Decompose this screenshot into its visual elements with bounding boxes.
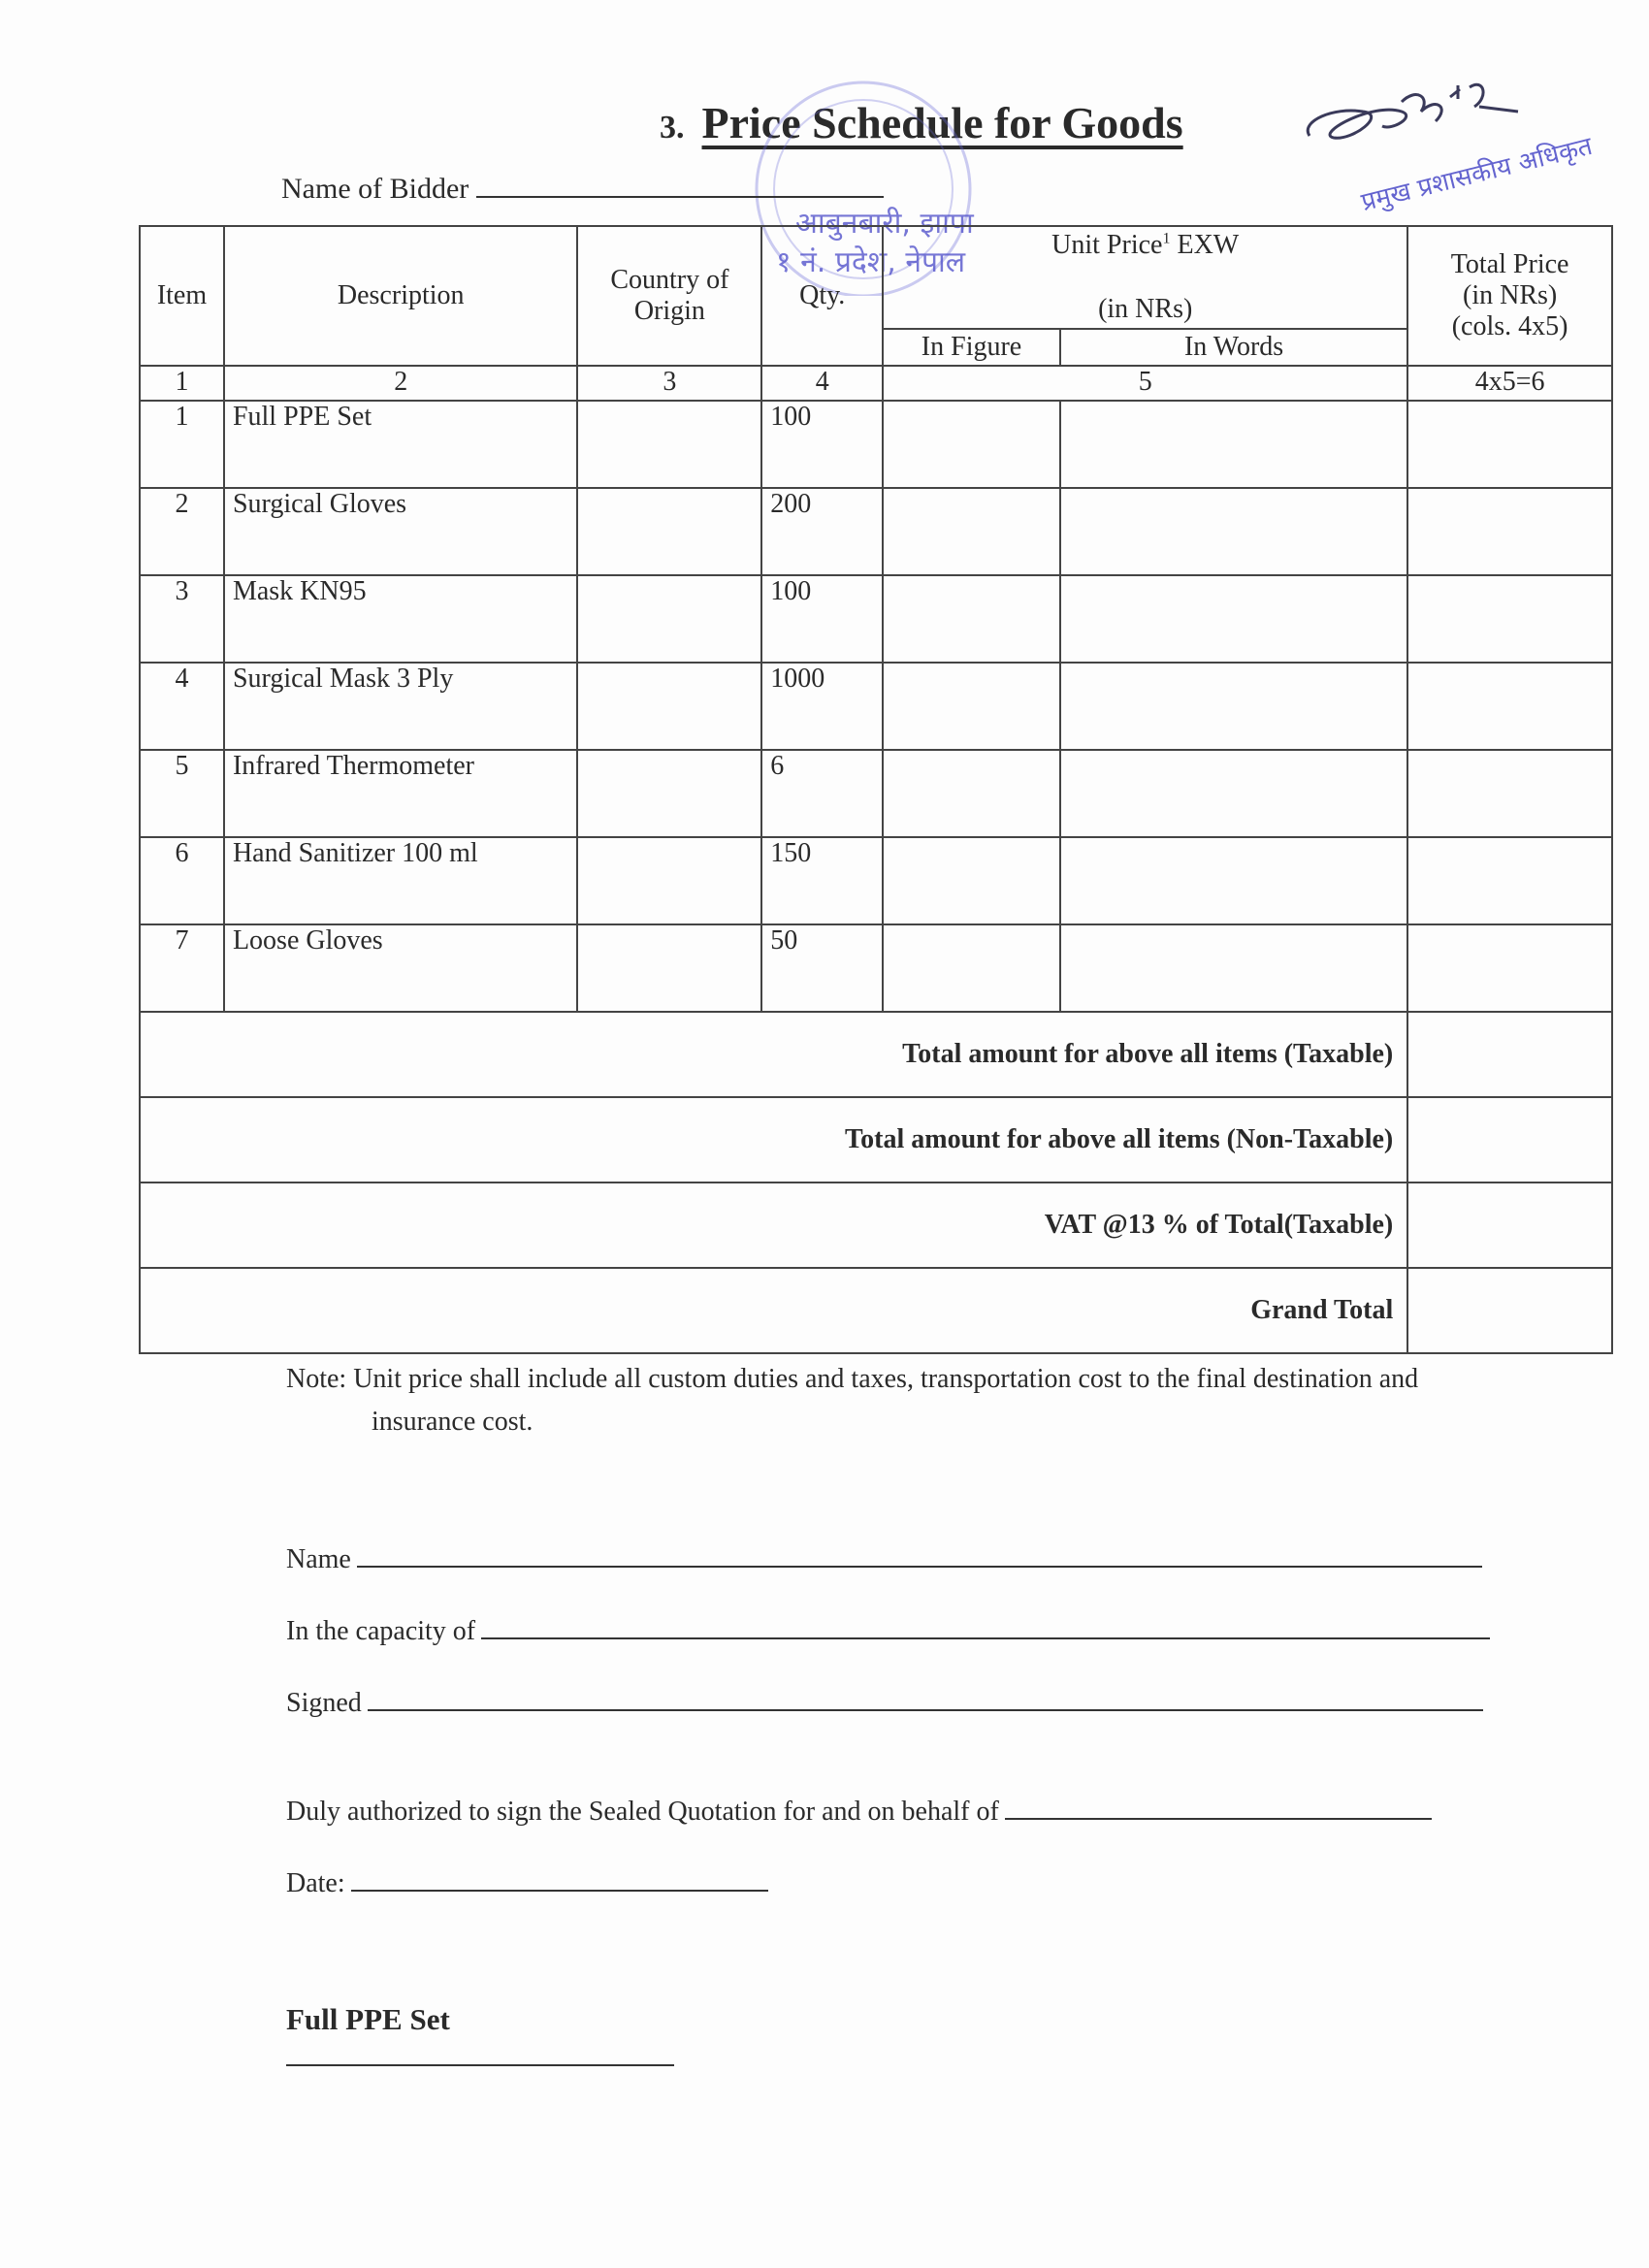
header-total-line1: Total Price: [1450, 249, 1569, 279]
total-cell[interactable]: [1407, 663, 1612, 750]
item-number: 4: [140, 663, 224, 750]
summary-row-taxable: [140, 1012, 1612, 1097]
country-cell[interactable]: [577, 663, 761, 750]
total-cell[interactable]: [1407, 575, 1612, 663]
col-num: 3: [577, 366, 761, 401]
summary-value-cell[interactable]: [1407, 1012, 1612, 1097]
note-line-2: insurance cost.: [372, 1407, 534, 1437]
header-qty: Qty.: [761, 226, 883, 366]
authorized-field: [286, 1797, 1432, 1828]
words-cell[interactable]: [1060, 924, 1407, 1012]
date-label: Date:: [286, 1868, 345, 1898]
signed-label: Signed: [286, 1688, 362, 1718]
total-cell[interactable]: [1407, 488, 1612, 575]
item-description: Full PPE Set: [224, 401, 578, 488]
total-cell[interactable]: [1407, 837, 1612, 924]
country-cell[interactable]: [577, 750, 761, 837]
note-text: [286, 1358, 1557, 1443]
table-row: [140, 750, 1612, 837]
summary-row-grand-total: [140, 1268, 1612, 1353]
note-line-1: Note: Unit price shall include all custom duties and taxes, transportation cost to the final destination and: [286, 1364, 1419, 1394]
figure-cell[interactable]: [883, 750, 1060, 837]
item-description: Hand Sanitizer 100 ml: [224, 837, 578, 924]
qty-cell: 50: [761, 924, 883, 1012]
figure-cell[interactable]: [883, 663, 1060, 750]
item-description: Infrared Thermometer: [224, 750, 578, 837]
figure-cell[interactable]: [883, 924, 1060, 1012]
signature-mark: [1295, 68, 1528, 155]
stamp-line-2: १ नं. प्रदेश, नेपाल: [776, 245, 966, 279]
country-cell[interactable]: [577, 575, 761, 663]
item-number: 7: [140, 924, 224, 1012]
qty-cell: 6: [761, 750, 883, 837]
item-description: Mask KN95: [224, 575, 578, 663]
col-num: 4: [761, 366, 883, 401]
summary-label: Total amount for above all items (Non-Taxable): [140, 1097, 1407, 1183]
item-number: 1: [140, 401, 224, 488]
words-cell[interactable]: [1060, 837, 1407, 924]
header-country-line2: Origin: [633, 296, 705, 326]
bidder-label: Name of Bidder: [281, 173, 469, 205]
official-stamp-text: प्रमुख प्रशासकीय अधिकृत: [1358, 131, 1596, 218]
table-row: [140, 924, 1612, 1012]
section-number: 3.: [660, 110, 685, 146]
capacity-field: [286, 1616, 1490, 1647]
header-unit-price-label: Unit Price: [1051, 230, 1163, 260]
header-in-words: In Words: [1060, 329, 1407, 366]
bidder-field: [281, 173, 884, 206]
table-row: [140, 401, 1612, 488]
summary-row-vat: [140, 1183, 1612, 1268]
price-schedule-table: [139, 225, 1613, 1354]
footnote-marker: 1: [1162, 230, 1171, 247]
summary-value-cell[interactable]: [1407, 1183, 1612, 1268]
date-field: [286, 1868, 768, 1899]
col-num: 1: [140, 366, 224, 401]
words-cell[interactable]: [1060, 663, 1407, 750]
summary-value-cell[interactable]: [1407, 1097, 1612, 1183]
name-label: Name: [286, 1544, 351, 1574]
table-row: [140, 488, 1612, 575]
column-number-row: [140, 366, 1612, 401]
col-num: 4x5=6: [1407, 366, 1612, 401]
country-cell[interactable]: [577, 924, 761, 1012]
total-cell[interactable]: [1407, 924, 1612, 1012]
header-unit-price-currency: (in NRs): [1098, 294, 1193, 324]
country-cell[interactable]: [577, 401, 761, 488]
header-unit-price: [883, 226, 1407, 329]
header-country-line1: Country of: [610, 265, 729, 295]
table-row: [140, 837, 1612, 924]
summary-label: Grand Total: [140, 1268, 1407, 1353]
summary-row-non-taxable: [140, 1097, 1612, 1183]
header-unit-price-suffix: EXW: [1170, 230, 1240, 260]
words-cell[interactable]: [1060, 401, 1407, 488]
words-cell[interactable]: [1060, 750, 1407, 837]
stamp-line-1: आबुनबारी, झापा: [795, 207, 974, 241]
name-field: [286, 1544, 1482, 1575]
authorized-label: Duly authorized to sign the Sealed Quotation for and on behalf of: [286, 1797, 999, 1827]
qty-cell: 100: [761, 401, 883, 488]
header-total-line3: (cols. 4x5): [1451, 311, 1568, 341]
item-description: Surgical Mask 3 Ply: [224, 663, 578, 750]
total-cell[interactable]: [1407, 750, 1612, 837]
summary-label: Total amount for above all items (Taxable): [140, 1012, 1407, 1097]
header-total: [1407, 226, 1612, 366]
figure-cell[interactable]: [883, 401, 1060, 488]
summary-value-cell[interactable]: [1407, 1268, 1612, 1353]
header-item: Item: [140, 226, 224, 366]
title-text: Price Schedule for Goods: [701, 98, 1183, 147]
item-description: Loose Gloves: [224, 924, 578, 1012]
figure-cell[interactable]: [883, 837, 1060, 924]
signed-line[interactable]: [368, 1688, 1483, 1711]
item-description: Surgical Gloves: [224, 488, 578, 575]
qty-cell: 150: [761, 837, 883, 924]
figure-cell[interactable]: [883, 488, 1060, 575]
header-description: Description: [224, 226, 578, 366]
figure-cell[interactable]: [883, 575, 1060, 663]
qty-cell: 1000: [761, 663, 883, 750]
col-num: 5: [883, 366, 1407, 401]
item-number: 6: [140, 837, 224, 924]
capacity-label: In the capacity of: [286, 1616, 476, 1646]
qty-cell: 200: [761, 488, 883, 575]
total-cell[interactable]: [1407, 401, 1612, 488]
bottom-underline: [286, 2064, 674, 2066]
capacity-line[interactable]: [481, 1616, 1490, 1639]
table-row: [140, 575, 1612, 663]
col-num: 2: [224, 366, 578, 401]
table-row: [140, 663, 1612, 750]
header-country: [577, 226, 761, 366]
name-line[interactable]: [357, 1544, 1482, 1568]
date-line[interactable]: [351, 1868, 768, 1892]
country-cell[interactable]: [577, 837, 761, 924]
bottom-item-title: Full PPE Set: [286, 2002, 450, 2036]
item-number: 5: [140, 750, 224, 837]
bidder-line[interactable]: [476, 178, 884, 198]
header-in-figure: In Figure: [883, 329, 1060, 366]
authorized-line[interactable]: [1005, 1797, 1432, 1820]
words-cell[interactable]: [1060, 575, 1407, 663]
summary-label: VAT @13 % of Total(Taxable): [140, 1183, 1407, 1268]
country-cell[interactable]: [577, 488, 761, 575]
item-number: 3: [140, 575, 224, 663]
header-total-line2: (in NRs): [1463, 280, 1558, 310]
signed-field: [286, 1688, 1483, 1719]
qty-cell: 100: [761, 575, 883, 663]
item-number: 2: [140, 488, 224, 575]
words-cell[interactable]: [1060, 488, 1407, 575]
